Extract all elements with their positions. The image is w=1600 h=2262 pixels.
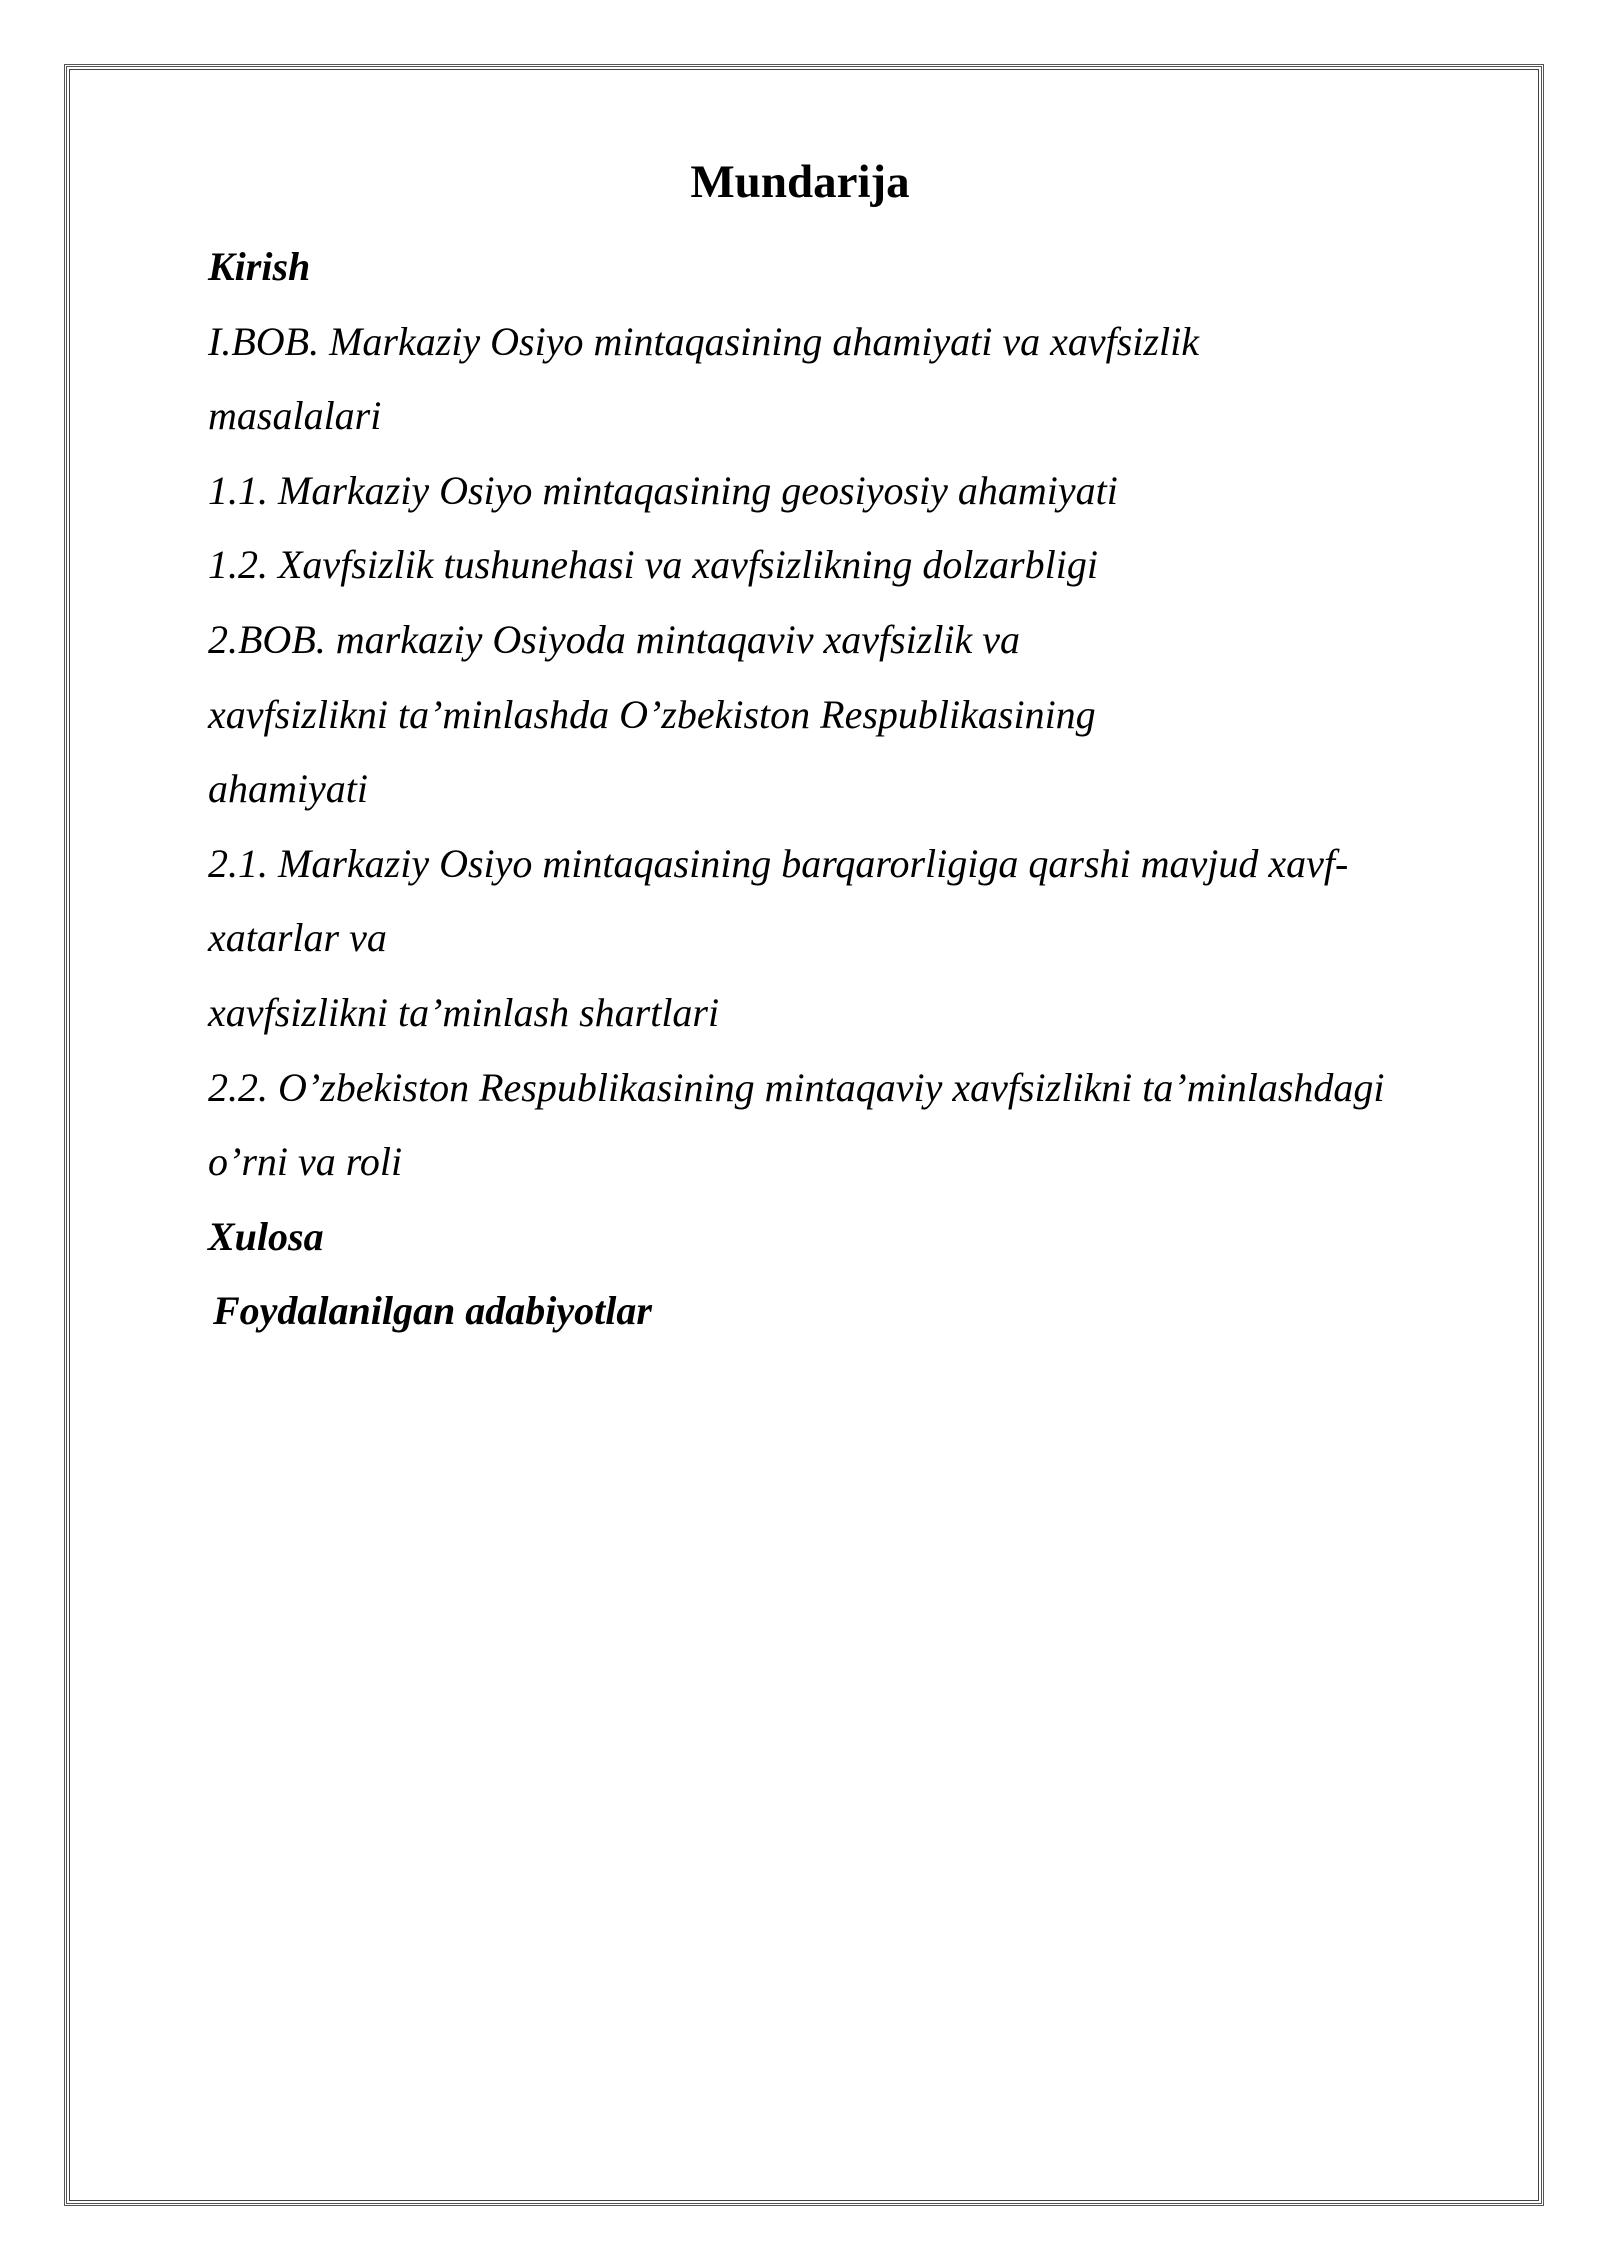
toc-entry-kirish: Kirish (208, 244, 311, 289)
toc-entry-chapter-2-cont: xavfsizlikni ta’minlashda O’zbekiston Respublikasining (208, 691, 1096, 737)
table-of-contents (208, 230, 1508, 1349)
toc-entry-chapter-2: 2.BOB. markaziy Osiyoda mintaqaviv xavfsizlik va (208, 616, 1021, 662)
toc-entry-section-2-1-cont-2: xavfsizlikni ta’minlash shartlari (208, 989, 720, 1035)
toc-entry-section-2-1: 2.1. Markaziy Osiyo mintaqasining barqarorligiga qarshi mavjud xavf- (208, 840, 1349, 886)
toc-entry-section-2-2-cont: o’rni va roli (208, 1139, 403, 1185)
toc-entry-section-2-1-cont: xatarlar va (208, 915, 387, 961)
toc-entry-section-2-2: 2.2. O’zbekiston Respublikasining mintaqaviy xavfsizlikni ta’minlashdagi (208, 1064, 1385, 1110)
toc-entry-references: Foydalanilgan adabiyotlar (213, 1288, 652, 1334)
toc-entry-chapter-2-cont-2: ahamiyati (208, 766, 368, 812)
page-title: Mundarija (690, 156, 910, 208)
toc-entry-xulosa: Xulosa (208, 1213, 324, 1259)
toc-entry-section-1-2: 1.2. Xavfsizlik tushunehasi va xavfsizlikning dolzarbligi (208, 542, 1098, 588)
toc-entry-section-1-1: 1.1. Markaziy Osiyo mintaqasining geosiyosiy ahamiyati (208, 467, 1118, 513)
toc-entry-chapter-1-cont: masalalari (208, 393, 382, 439)
toc-entry-chapter-1: I.BOB. Markaziy Osiyo mintaqasining ahamiyati va xavfsizlik (208, 318, 1199, 364)
